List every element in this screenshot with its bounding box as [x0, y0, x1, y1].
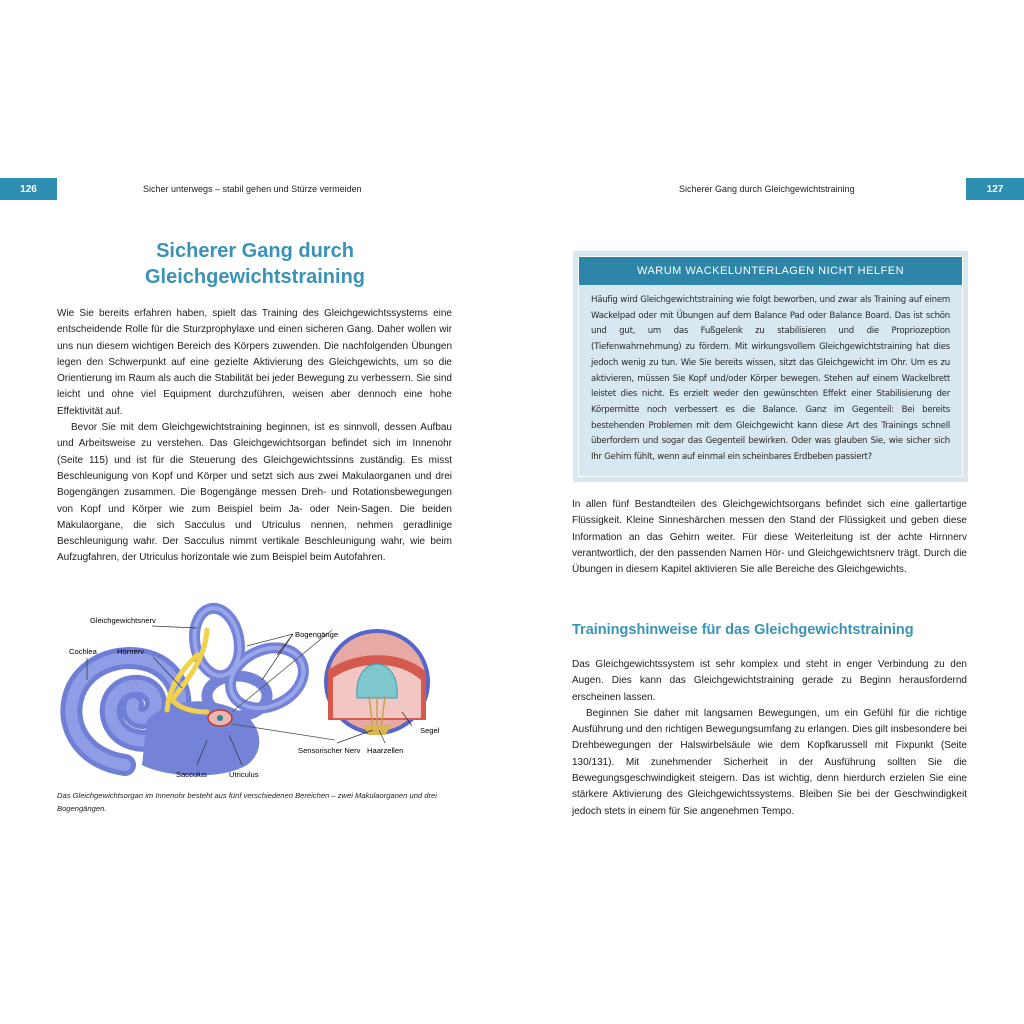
right-paragraph-2: Das Gleichgewichtssystem ist sehr komplex und steht in enger Verbindung zu den Augen. Dies kann das Gleichgewichtstraining gerade zu Beginn herausfordernd erscheinen lassen. — [572, 659, 967, 703]
label-utriculus: Utriculus — [229, 770, 259, 779]
running-head-left: Sicher unterwegs – stabil gehen und Stürze vermeiden — [143, 184, 362, 194]
label-bogengaenge: Bogengänge — [295, 630, 339, 639]
label-gleichgewichtsnerv: Gleichgewichtsnerv — [90, 616, 156, 625]
info-box-inner — [578, 256, 963, 477]
label-segel: Segel — [420, 726, 440, 735]
info-box — [572, 250, 969, 483]
label-sacculus: Sacculus — [176, 770, 207, 779]
left-body-text — [57, 306, 452, 567]
right-body-text-2 — [572, 657, 967, 820]
page-title — [100, 238, 410, 290]
right-paragraph-1: In allen fünf Bestandteilen des Gleichgewichtsorgans befindet sich eine gallertartige Flüssigkeit. Kleine Sinneshärchen messen den Stand der Flüssigkeit und geben diese Information an das Gehirn weiter. Für diese Weiterleitung ist der achte Hirnnerv verantwortlich, der den passenden Namen Hör- und Gleichgewichtsnerv trägt. Durch die Übungen in diesem Kapitel aktivieren Sie alle Bereiche des Gleichgewichts. — [572, 499, 967, 576]
label-haarzellen: Haarzellen — [367, 746, 404, 755]
label-hoernerv: Hörnerv — [117, 647, 145, 656]
inner-ear-figure — [57, 600, 457, 785]
section-heading: Trainingshinweise für das Gleichgewichtstraining — [572, 622, 914, 638]
left-paragraph-2: Bevor Sie mit dem Gleichgewichtstraining beginnen, ist es sinnvoll, dessen Aufbau und Arbeitsweise zu verstehen. Das Gleichgewichtsorgan befindet sich im Innenohr (Seite 115) und ist für die Steuerung des Gleichgewichtssinns zuständig. Es misst Beschleunigung von Kopf und Körper und setzt sich aus zwei Makulaorganen und drei Bogengängen zusammen. Die Bogengänge messen Dreh- und Rotationsbewegungen von Kopf und Körper wie zum Beispiel beim Ja- oder Nein-Sagen. Die beiden Makulaorgane, die sich Sacculus und Utriculus nennen, nehmen geradlinige Beschleunigung wahr. Der Sacculus nimmt vertikale Beschleunigung wahr, wie beim Aufzugfahren, der Utriculus horizontale wie zum Beispiel beim Autofahren. — [57, 422, 452, 564]
info-box-text: Häufig wird Gleichgewichtstraining wie folgt beworben, und zwar als Training auf einem Wackelpad oder mit Übungen auf dem Balance Pad oder Balance Board. Das ist schön und gut, um das Fußgelenk zu stabilisieren und die Propriozeption (Tiefenwahrnehmung) zu fördern. Mit wirkungsvollem Gleichgewichtstraining hat dies jedoch wenig zu tun. Wie Sie bereits wissen, sitzt das Gleichgewicht im Ohr. Um es zu aktivieren, müssen Sie Kopf und/oder Körper bewegen. Stehen auf einem Wackelbrett leistet dies nicht. Es erzielt weder den gewünschten Effekt einer Stabilisierung der Körpermitte noch verbessert es die Balance. Ganz im Gegenteil: Bei bereits bestehenden Problemen mit dem Gleichgewicht kann diese Art des Trainings schnell überfordern und sogar das Gegenteil bewirken. Oder was glauben Sie, wie sicher sich Ihr Gehirn fühlt, wenn auf einmal ein scheinbares Erdbeben passiert? — [591, 295, 950, 463]
page-title-line2: Gleichgewichtstraining — [144, 266, 366, 288]
semicircular-canals-drawing — [189, 605, 313, 720]
label-cochlea: Cochlea — [69, 647, 97, 656]
page-number-left: 126 — [0, 178, 57, 200]
running-head-right: Sicherer Gang durch Gleichgewichtstraining — [679, 184, 855, 194]
left-paragraph-1: Wie Sie bereits erfahren haben, spielt das Training des Gleichgewichtssystems eine entscheidende Rolle für die Sturzprophylaxe und einen sicheren Gang. Daher wollen wir uns nun diesem wichtigen Bereich des Körpers zuwenden. Die nachfolgenden Übungen legen den Schwerpunkt auf eine gezielte Aktivierung des Gleichgewichts, um so die Orientierung im Raum als auch die Stabilität bei jeder Bewegung zu verbessern. Sie sind leicht und ohne viel Equipment durchzuführen, weisen aber dennoch eine hohe Effektivität auf. — [57, 308, 452, 417]
info-box-title: WARUM WACKELUNTERLAGEN NICHT HELFEN — [579, 257, 962, 285]
label-sensorischer-nerv: Sensorischer Nerv — [298, 746, 361, 755]
right-body-text-1 — [572, 497, 967, 578]
page-title-line1: Sicherer Gang durch — [156, 240, 354, 262]
figure-caption: Das Gleichgewichtsorgan im Innenohr besteht aus fünf verschiedenen Bereichen – zwei Makulaorganen und drei Bogengängen. — [57, 791, 437, 813]
right-paragraph-3: Beginnen Sie daher mit langsamen Bewegungen, um ein Gefühl für die richtige Ausführung und den richtigen Bewegungsumfang zu erlangen. Dies gilt insbesondere bei Drehbewegungen der Halswirbelsäule wie dem Kopfkarussell mit Fixpunkt (Seite 130/131). Mit zunehmender Sicherheit in der Ausführung sollten Sie die Bewegungsgeschwindigkeit steigern. Das ist wichtig, denn hierdurch erzielen Sie eine stärkere Aktivierung des Gleichgewichtssystems. Bleiben Sie bei der Geschwindigkeit jedoch stets in einem für Sie angenehmen Tempo. — [572, 707, 967, 817]
page-number-right: 127 — [966, 178, 1024, 200]
